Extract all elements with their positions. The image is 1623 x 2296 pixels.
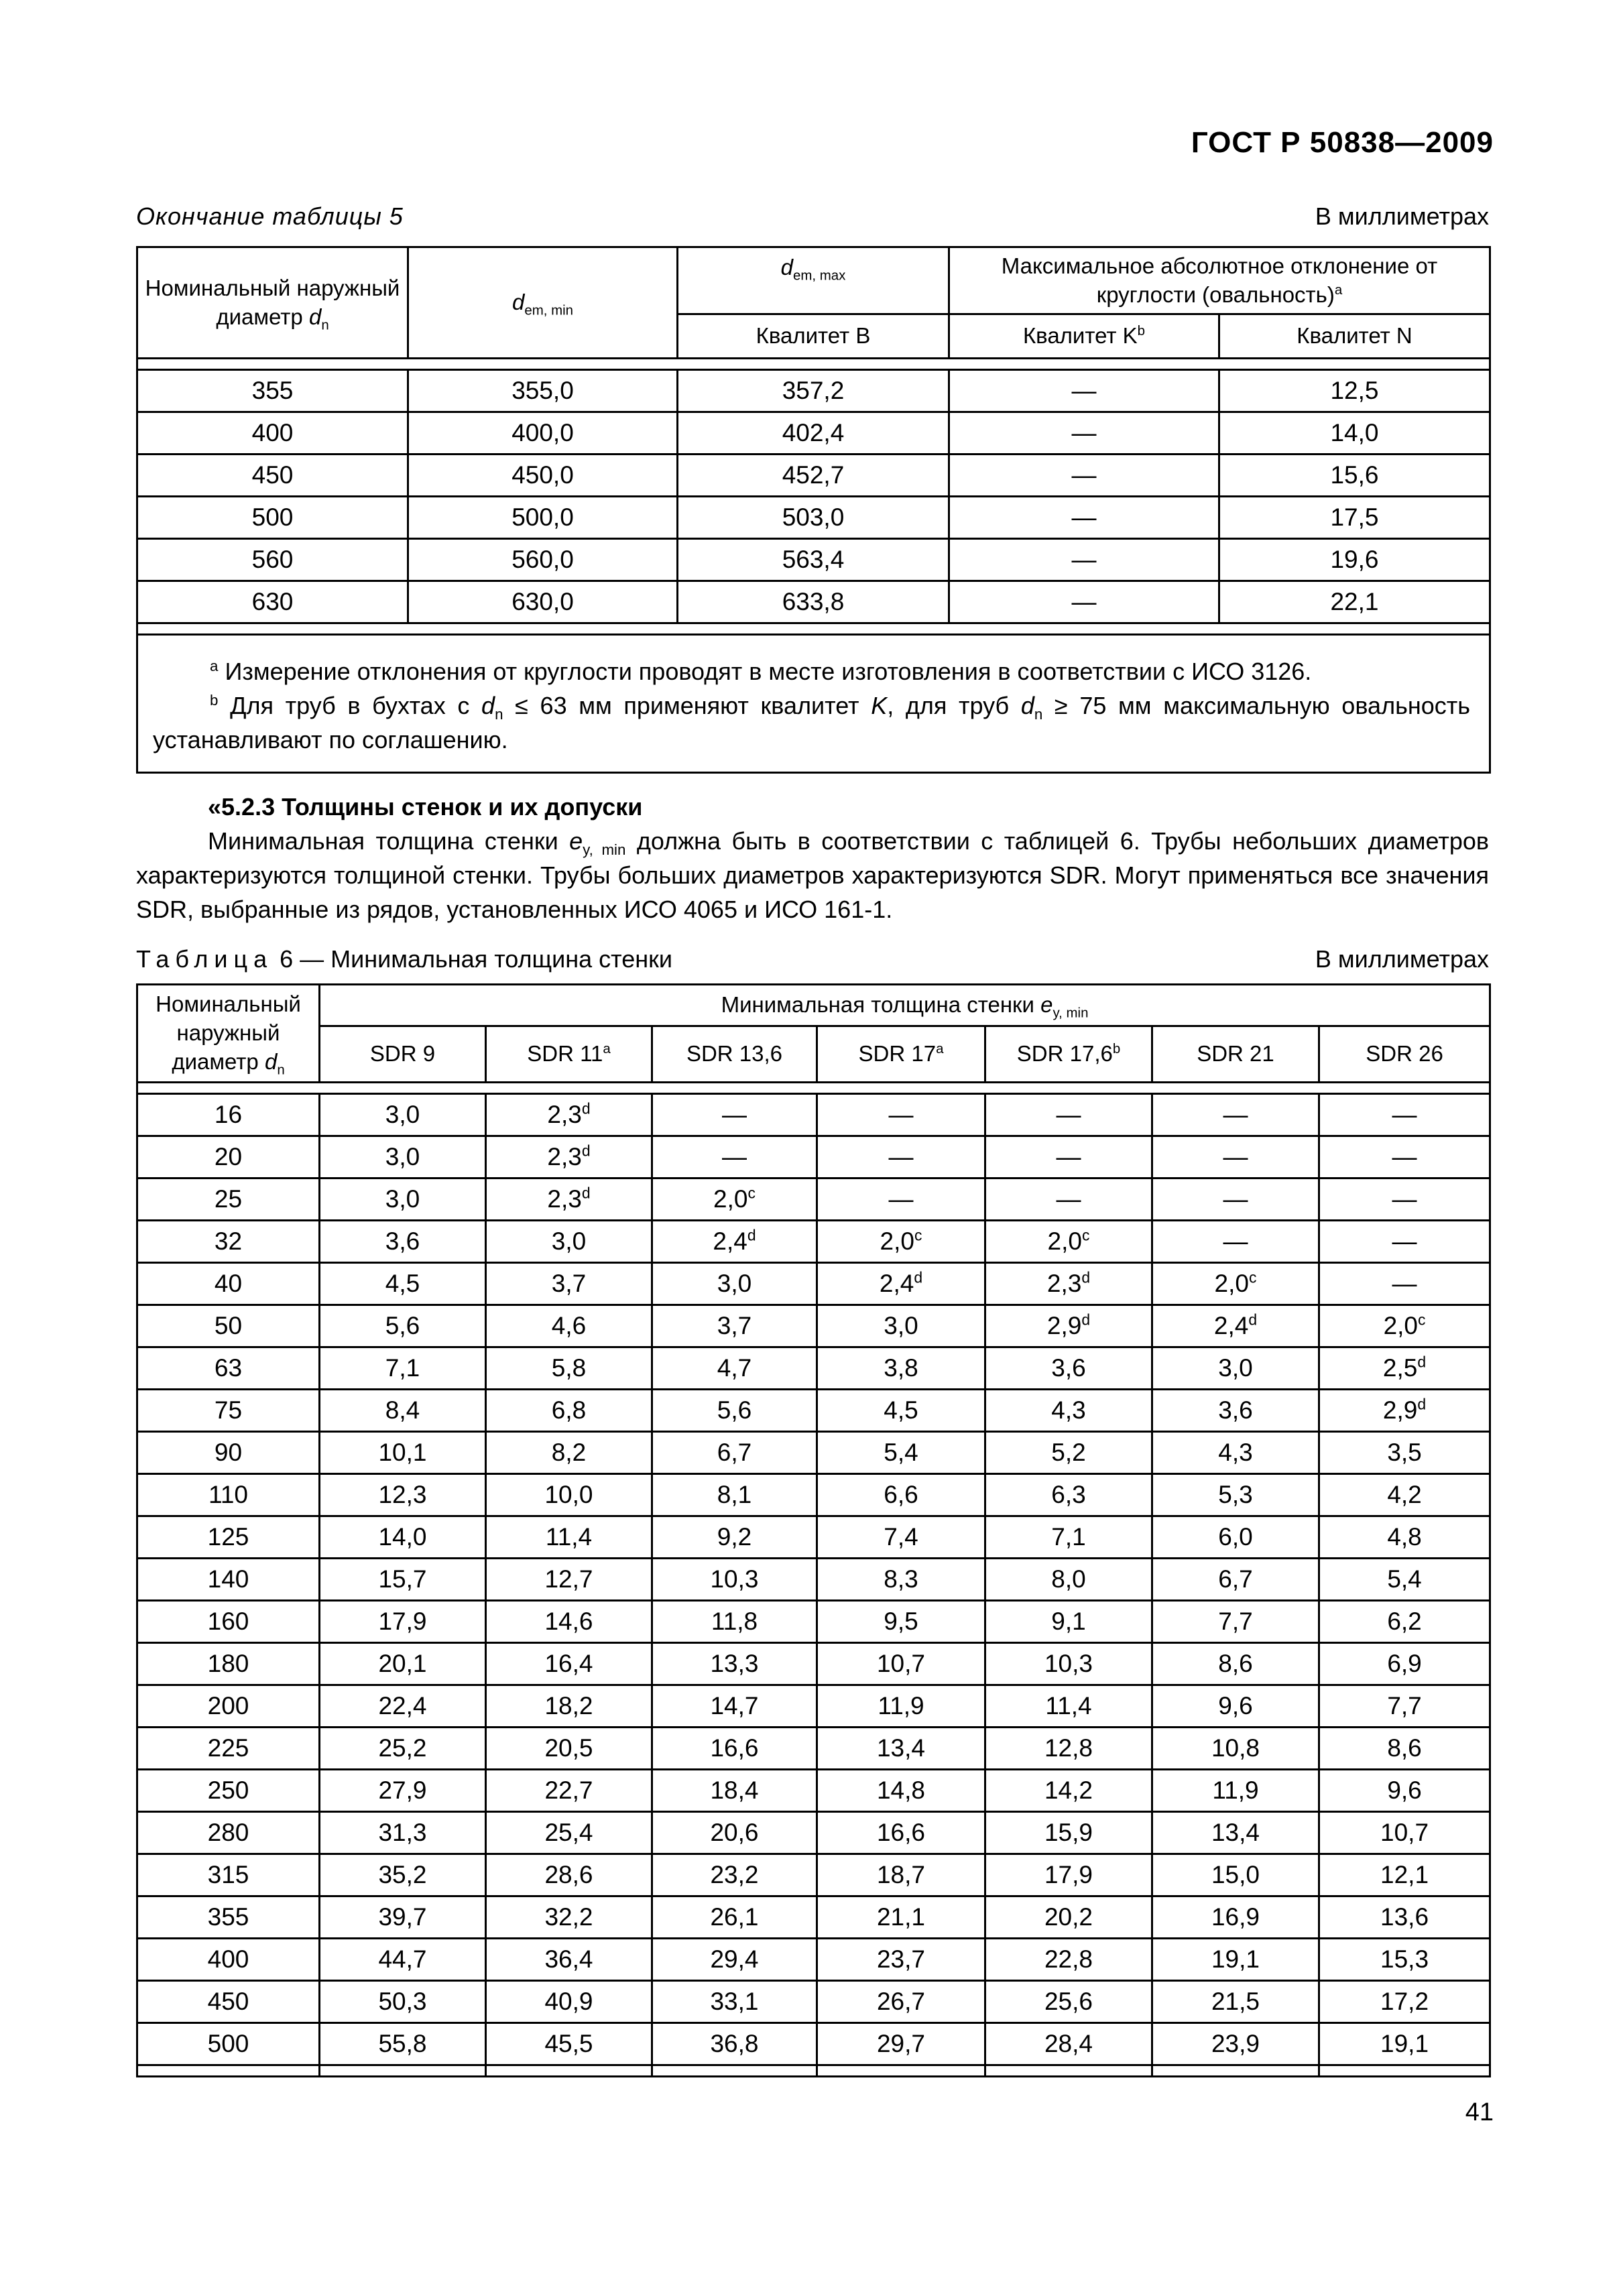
table5-note-b: $^b$ Для труб в бухтах с $d_n \le 63$ мм применяют квалитет K, для труб $d_n \ge 75$ мм максимальную овальность устанавливают по соглашению. — [153, 692, 1470, 754]
table-cell: 500 — [137, 497, 408, 539]
table-cell: 16,6 — [652, 1728, 817, 1770]
table-cell: — — [949, 370, 1219, 412]
table-row — [137, 412, 1490, 455]
table-cell: 9,6 — [1319, 1770, 1490, 1812]
table-cell: 160 — [137, 1601, 320, 1643]
table-cell: 11,9 — [1152, 1770, 1319, 1812]
table-cell: 17,9 — [320, 1601, 486, 1643]
table-cell: 2,0$^c$ — [1319, 1305, 1490, 1347]
table-cell: 140 — [137, 1559, 320, 1601]
table-cell: 28,6 — [486, 1854, 652, 1896]
table-cell: 23,7 — [817, 1939, 985, 1981]
table-row — [137, 1136, 1490, 1179]
table-cell: — — [949, 412, 1219, 455]
table-cell: 16 — [137, 1094, 320, 1136]
table-cell: 2,3$^d$ — [486, 1136, 652, 1179]
table-cell: 36,4 — [486, 1939, 652, 1981]
table-cell: 10,7 — [817, 1643, 985, 1685]
table-cell: 36,8 — [652, 2023, 817, 2065]
table-cell: — — [817, 1179, 985, 1221]
table-cell: 14,7 — [652, 1685, 817, 1728]
table-cell: 21,1 — [817, 1896, 985, 1939]
table-cell: 4,2 — [1319, 1474, 1490, 1516]
table-cell: 15,7 — [320, 1559, 486, 1601]
table-cell: 2,0$^c$ — [1152, 1263, 1319, 1305]
table-cell: 27,9 — [320, 1770, 486, 1812]
table-cell: — — [817, 1094, 985, 1136]
table-cell: 4,5 — [320, 1263, 486, 1305]
table-row — [137, 581, 1490, 623]
table-cell: — — [1319, 1263, 1490, 1305]
table-cell: 6,8 — [486, 1390, 652, 1432]
table-row — [137, 1432, 1490, 1474]
table-cell: 15,6 — [1219, 455, 1490, 497]
table-cell: 50,3 — [320, 1981, 486, 2023]
table5-body — [137, 370, 1490, 635]
table-cell: 3,0 — [486, 1221, 652, 1263]
table-cell: 3,6 — [985, 1347, 1152, 1390]
table-row — [137, 1390, 1490, 1432]
table-cell: 3,6 — [1152, 1390, 1319, 1432]
table-cell: 3,0 — [817, 1305, 985, 1347]
table-cell: 12,8 — [985, 1728, 1152, 1770]
table5-units: В миллиметрах — [1315, 202, 1489, 230]
table-cell: 2,3$^d$ — [985, 1263, 1152, 1305]
table-cell: 225 — [137, 1728, 320, 1770]
table-cell: 15,9 — [985, 1812, 1152, 1854]
table-cell: 9,6 — [1152, 1685, 1319, 1728]
table-cell: 452,7 — [678, 455, 949, 497]
table6 — [136, 983, 1491, 2077]
table-cell: 25,6 — [985, 1981, 1152, 2023]
table5 — [136, 246, 1491, 774]
table-cell: 14,8 — [817, 1770, 985, 1812]
table-cell: 17,9 — [985, 1854, 1152, 1896]
table-cell: 7,1 — [985, 1516, 1152, 1559]
table-row — [137, 1854, 1490, 1896]
table6-header-sdr: SDR 21 — [1152, 1026, 1319, 1083]
table-cell: 10,3 — [652, 1559, 817, 1601]
table-cell: 14,0 — [320, 1516, 486, 1559]
table5-caption-left: Окончание таблицы 5 — [136, 202, 404, 230]
table-cell: 3,0 — [320, 1136, 486, 1179]
table-cell: 2,4$^d$ — [817, 1263, 985, 1305]
table-cell: 7,1 — [320, 1347, 486, 1390]
table-cell: 560 — [137, 539, 408, 581]
table-cell: 400 — [137, 1939, 320, 1981]
table5-header-dem-min: $d_{em, min}$ — [408, 247, 678, 359]
table-cell: 14,6 — [486, 1601, 652, 1643]
table6-header-sdr: SDR 11$^a$ — [486, 1026, 652, 1083]
table6-header-sdr: SDR 26 — [1319, 1026, 1490, 1083]
table-cell: 25 — [137, 1179, 320, 1221]
table-cell: 13,4 — [1152, 1812, 1319, 1854]
table-row — [137, 1812, 1490, 1854]
table-cell: 44,7 — [320, 1939, 486, 1981]
table-cell: 450 — [137, 455, 408, 497]
table-cell: 5,4 — [1319, 1559, 1490, 1601]
table-cell: — — [1319, 1179, 1490, 1221]
table-cell: 23,9 — [1152, 2023, 1319, 2065]
table-cell: 16,6 — [817, 1812, 985, 1854]
table-row — [137, 539, 1490, 581]
table-cell: 19,6 — [1219, 539, 1490, 581]
table6-header-group: Минимальная толщина стенки $e_{y, min}$ — [320, 985, 1490, 1026]
table-cell: 28,4 — [985, 2023, 1152, 2065]
table-cell: 23,2 — [652, 1854, 817, 1896]
table-row — [137, 370, 1490, 412]
table-cell: 110 — [137, 1474, 320, 1516]
table-cell: 10,1 — [320, 1432, 486, 1474]
table-cell: 500,0 — [408, 497, 678, 539]
table-cell: 13,4 — [817, 1728, 985, 1770]
table-cell: — — [1152, 1136, 1319, 1179]
table-cell: 4,5 — [817, 1390, 985, 1432]
table-cell: — — [652, 1094, 817, 1136]
page-number: 41 — [1465, 2098, 1494, 2126]
table-cell: — — [985, 1094, 1152, 1136]
table5-header-dn: Номинальный наружный диаметр $d_n$ — [137, 247, 408, 359]
table-cell: 32,2 — [486, 1896, 652, 1939]
table-cell: 29,4 — [652, 1939, 817, 1981]
table-cell: 11,9 — [817, 1685, 985, 1728]
table-cell: 40 — [137, 1263, 320, 1305]
table-cell: 3,7 — [652, 1305, 817, 1347]
table-cell: 33,1 — [652, 1981, 817, 2023]
table-cell: 2,4$^d$ — [652, 1221, 817, 1263]
table-row — [137, 1221, 1490, 1263]
table-cell: 17,2 — [1319, 1981, 1490, 2023]
table-cell: 10,0 — [486, 1474, 652, 1516]
table-cell: 2,9$^d$ — [1319, 1390, 1490, 1432]
table-cell: 63 — [137, 1347, 320, 1390]
table5-header-grade-k: Квалитет $K^b$ — [949, 314, 1219, 359]
table6-title: Таблица 6 — Минимальная толщина стенки — [136, 945, 673, 973]
table-cell: 2,9$^d$ — [985, 1305, 1152, 1347]
table-cell: 16,9 — [1152, 1896, 1319, 1939]
table6-units: В миллиметрах — [1315, 945, 1489, 973]
table-cell: 20,6 — [652, 1812, 817, 1854]
table-cell: 200 — [137, 1685, 320, 1728]
table-row — [137, 1179, 1490, 1221]
table-row — [137, 1559, 1490, 1601]
table6-body — [137, 1094, 1490, 2077]
table-row — [137, 455, 1490, 497]
table-row — [137, 1896, 1490, 1939]
table-row — [137, 2023, 1490, 2065]
table6-sdr-header-row — [137, 1026, 1490, 1083]
table-cell: — — [817, 1136, 985, 1179]
table-cell: 11,8 — [652, 1601, 817, 1643]
table-cell: 7,4 — [817, 1516, 985, 1559]
table6-header-sdr: SDR 9 — [320, 1026, 486, 1083]
table-cell: 2,4$^d$ — [1152, 1305, 1319, 1347]
table-cell: 20,2 — [985, 1896, 1152, 1939]
table-cell: 4,7 — [652, 1347, 817, 1390]
table-cell: 3,5 — [1319, 1432, 1490, 1474]
table-cell: 250 — [137, 1770, 320, 1812]
table-cell: 315 — [137, 1854, 320, 1896]
table-cell: 18,7 — [817, 1854, 985, 1896]
table-row — [137, 1981, 1490, 2023]
table-cell: 45,5 — [486, 2023, 652, 2065]
table-row — [137, 1305, 1490, 1347]
table-cell: 13,6 — [1319, 1896, 1490, 1939]
table-cell: 500 — [137, 2023, 320, 2065]
table-cell: 22,8 — [985, 1939, 1152, 1981]
table-cell: 16,4 — [486, 1643, 652, 1685]
table-cell: 2,3$^d$ — [486, 1179, 652, 1221]
table-cell: 22,7 — [486, 1770, 652, 1812]
table-cell: 20,5 — [486, 1728, 652, 1770]
table-cell: 560,0 — [408, 539, 678, 581]
table-cell: 3,0 — [652, 1263, 817, 1305]
section-heading: «5.2.3 Толщины стенок и их допуски — [208, 793, 643, 821]
table-cell: 8,4 — [320, 1390, 486, 1432]
table-row — [137, 1770, 1490, 1812]
table5-caption — [136, 202, 1489, 231]
table-cell: 10,8 — [1152, 1728, 1319, 1770]
table-cell: 125 — [137, 1516, 320, 1559]
table-cell: 10,7 — [1319, 1812, 1490, 1854]
table-cell: 15,0 — [1152, 1854, 1319, 1896]
table-cell: — — [1152, 1179, 1319, 1221]
table-cell: 10,3 — [985, 1643, 1152, 1685]
table-row — [137, 1728, 1490, 1770]
table6-header-sdr: SDR 17$^a$ — [817, 1026, 985, 1083]
table-cell: 31,3 — [320, 1812, 486, 1854]
table-cell: — — [949, 539, 1219, 581]
document-id: ГОСТ Р 50838—2009 — [1191, 126, 1494, 159]
table-cell: — — [1319, 1136, 1490, 1179]
table-cell: 14,0 — [1219, 412, 1490, 455]
table-cell: 17,5 — [1219, 497, 1490, 539]
table-cell: 29,7 — [817, 2023, 985, 2065]
table-cell: 280 — [137, 1812, 320, 1854]
table-cell: 8,0 — [985, 1559, 1152, 1601]
table6-header-sdr: SDR 13,6 — [652, 1026, 817, 1083]
table-cell: 3,8 — [817, 1347, 985, 1390]
table5-header-grade-n: Квалитет N — [1219, 314, 1490, 359]
table-cell: — — [1319, 1221, 1490, 1263]
table-cell: 19,1 — [1152, 1939, 1319, 1981]
table-cell: 5,6 — [652, 1390, 817, 1432]
table-cell: 503,0 — [678, 497, 949, 539]
table-cell: 3,6 — [320, 1221, 486, 1263]
table-cell: 9,2 — [652, 1516, 817, 1559]
table-cell: 35,2 — [320, 1854, 486, 1896]
table-cell: 2,3$^d$ — [486, 1094, 652, 1136]
table-cell: 3,7 — [486, 1263, 652, 1305]
table-cell: 5,8 — [486, 1347, 652, 1390]
table-cell: 6,6 — [817, 1474, 985, 1516]
table5-header-ovality: Максимальное абсолютное отклонение от круглости (овальность)$^a$ — [949, 247, 1490, 314]
table-cell: — — [949, 455, 1219, 497]
table-cell: — — [985, 1136, 1152, 1179]
table-cell: 32 — [137, 1221, 320, 1263]
table-row — [137, 1685, 1490, 1728]
table-cell: — — [1152, 1094, 1319, 1136]
table-cell: 12,3 — [320, 1474, 486, 1516]
table-cell: 6,7 — [652, 1432, 817, 1474]
table-cell: 633,8 — [678, 581, 949, 623]
table-row — [137, 1939, 1490, 1981]
table-row — [137, 1516, 1490, 1559]
table-cell: 25,4 — [486, 1812, 652, 1854]
table-cell: 3,0 — [320, 1179, 486, 1221]
table-cell: 355,0 — [408, 370, 678, 412]
table-cell: 7,7 — [1152, 1601, 1319, 1643]
table-cell: 20 — [137, 1136, 320, 1179]
table-cell: 357,2 — [678, 370, 949, 412]
table-cell: 8,6 — [1319, 1728, 1490, 1770]
table-cell: — — [1152, 1221, 1319, 1263]
table-cell: 630 — [137, 581, 408, 623]
table-cell: 12,7 — [486, 1559, 652, 1601]
table-cell: 6,2 — [1319, 1601, 1490, 1643]
table-cell: 18,4 — [652, 1770, 817, 1812]
table5-note-a: $^a$ Измерение отклонения от круглости проводят в месте изготовления в соответствии с ИСО 3126. — [210, 658, 1312, 685]
table6-header-dn: Номинальный наружный диаметр $d_n$ — [137, 985, 320, 1083]
table-cell: 20,1 — [320, 1643, 486, 1685]
table-cell: 40,9 — [486, 1981, 652, 2023]
table-row — [137, 1263, 1490, 1305]
table-cell: 5,6 — [320, 1305, 486, 1347]
table-cell: 3,0 — [1152, 1347, 1319, 1390]
table-cell: 450,0 — [408, 455, 678, 497]
table-cell: 355 — [137, 1896, 320, 1939]
section-paragraph: Минимальная толщина стенки $e_{y, min}$ должна быть в соответствии с таблицей 6. Трубы небольших диаметров характеризуются толщиной стенки. Трубы больших диаметров характеризуются SDR. Могут применяться все значения SDR, выбранные из рядов, установленных ИСО 4065 и ИСО 161-1. — [136, 827, 1489, 924]
table5-header-dem-max: $d_{em, max}$ — [678, 247, 949, 314]
table-cell: 4,3 — [1152, 1432, 1319, 1474]
table-cell: 4,8 — [1319, 1516, 1490, 1559]
table-cell: 400,0 — [408, 412, 678, 455]
table-cell: 5,2 — [985, 1432, 1152, 1474]
table-cell: 25,2 — [320, 1728, 486, 1770]
table-cell: 18,2 — [486, 1685, 652, 1728]
table5-notes — [137, 635, 1490, 773]
table-cell: 355 — [137, 370, 408, 412]
table-cell: 402,4 — [678, 412, 949, 455]
table-row — [137, 1474, 1490, 1516]
table-cell: 21,5 — [1152, 1981, 1319, 2023]
table-row — [137, 1347, 1490, 1390]
table-cell: 26,7 — [817, 1981, 985, 2023]
table-cell: 39,7 — [320, 1896, 486, 1939]
table-cell: 55,8 — [320, 2023, 486, 2065]
table-cell: 14,2 — [985, 1770, 1152, 1812]
table-cell: 2,0$^c$ — [817, 1221, 985, 1263]
table-cell: 8,2 — [486, 1432, 652, 1474]
table-cell: 563,4 — [678, 539, 949, 581]
table-cell: 9,5 — [817, 1601, 985, 1643]
table-cell: — — [985, 1179, 1152, 1221]
table-cell: — — [949, 581, 1219, 623]
table-row — [137, 1643, 1490, 1685]
table-cell: 19,1 — [1319, 2023, 1490, 2065]
table-cell: — — [949, 497, 1219, 539]
table-cell: 630,0 — [408, 581, 678, 623]
table-cell: 4,6 — [486, 1305, 652, 1347]
table-cell: 50 — [137, 1305, 320, 1347]
table-cell: 2,0$^c$ — [652, 1179, 817, 1221]
table-cell: 13,3 — [652, 1643, 817, 1685]
table-cell: — — [652, 1136, 817, 1179]
table-row — [137, 497, 1490, 539]
table-cell: 400 — [137, 412, 408, 455]
table-cell: 6,7 — [1152, 1559, 1319, 1601]
table-cell: 6,0 — [1152, 1516, 1319, 1559]
table-cell: 22,4 — [320, 1685, 486, 1728]
table-cell: 15,3 — [1319, 1939, 1490, 1981]
table-cell: 7,7 — [1319, 1685, 1490, 1728]
table5-header-grade-b: Квалитет B — [678, 314, 949, 359]
section-5-2-3 — [136, 790, 1489, 926]
table6-caption — [136, 945, 1489, 973]
table-row — [137, 1601, 1490, 1643]
table-cell: 2,0$^c$ — [985, 1221, 1152, 1263]
table-cell: 6,9 — [1319, 1643, 1490, 1685]
table-cell: 12,5 — [1219, 370, 1490, 412]
table-cell: 22,1 — [1219, 581, 1490, 623]
table-cell: 90 — [137, 1432, 320, 1474]
table-cell: 5,4 — [817, 1432, 985, 1474]
table-cell: 3,0 — [320, 1094, 486, 1136]
table-cell: 8,6 — [1152, 1643, 1319, 1685]
table-row — [137, 1094, 1490, 1136]
table-cell: 2,5$^d$ — [1319, 1347, 1490, 1390]
table-cell: 180 — [137, 1643, 320, 1685]
table-cell: 8,3 — [817, 1559, 985, 1601]
table-cell: 11,4 — [486, 1516, 652, 1559]
table-cell: 4,3 — [985, 1390, 1152, 1432]
table-cell: 450 — [137, 1981, 320, 2023]
table-cell: 9,1 — [985, 1601, 1152, 1643]
table-cell: 5,3 — [1152, 1474, 1319, 1516]
table-cell: 75 — [137, 1390, 320, 1432]
table-cell: 8,1 — [652, 1474, 817, 1516]
table-cell: 26,1 — [652, 1896, 817, 1939]
table-cell: 11,4 — [985, 1685, 1152, 1728]
table6-header-sdr: SDR 17,6$^b$ — [985, 1026, 1152, 1083]
table-cell: — — [1319, 1094, 1490, 1136]
table-cell: 12,1 — [1319, 1854, 1490, 1896]
table-cell: 6,3 — [985, 1474, 1152, 1516]
